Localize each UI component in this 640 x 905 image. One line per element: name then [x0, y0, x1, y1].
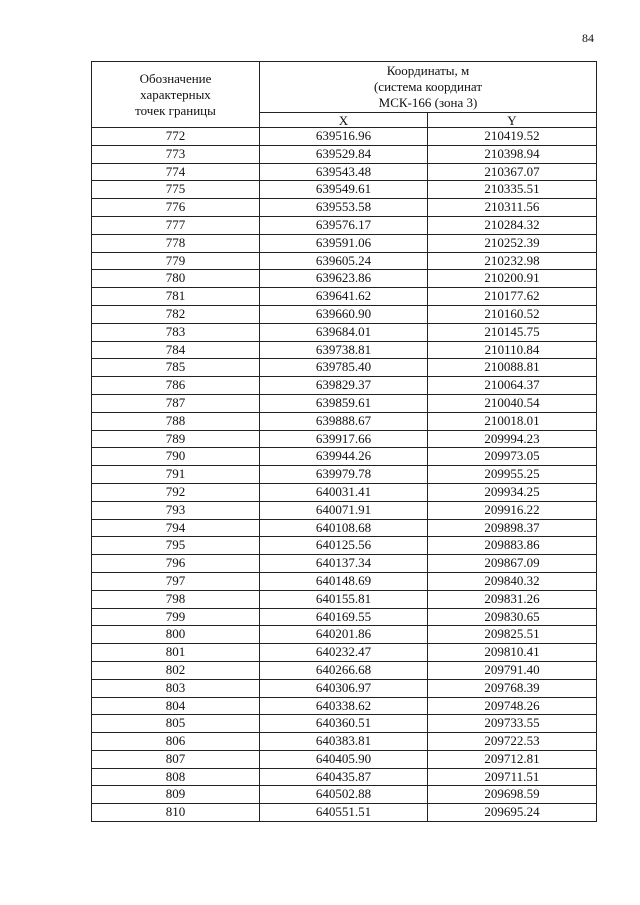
point-id-cell: 799	[92, 608, 260, 626]
y-coordinate-cell: 209934.25	[428, 483, 597, 501]
table-row	[92, 786, 597, 804]
x-coordinate-cell: 640125.56	[260, 537, 428, 555]
table-row	[92, 715, 597, 733]
x-coordinate-cell: 639917.66	[260, 430, 428, 448]
y-coordinate-cell: 209825.51	[428, 626, 597, 644]
point-id-cell: 790	[92, 448, 260, 466]
point-id-cell: 786	[92, 377, 260, 395]
y-coordinate-cell: 209830.65	[428, 608, 597, 626]
point-id-cell: 781	[92, 288, 260, 306]
table-row	[92, 323, 597, 341]
table-row	[92, 305, 597, 323]
table-row	[92, 572, 597, 590]
table-row	[92, 288, 597, 306]
table-row	[92, 394, 597, 412]
y-coordinate-cell: 210419.52	[428, 128, 597, 146]
point-id-cell: 773	[92, 145, 260, 163]
x-coordinate-cell: 639944.26	[260, 448, 428, 466]
x-coordinate-cell: 639641.62	[260, 288, 428, 306]
x-coordinate-cell: 639591.06	[260, 234, 428, 252]
x-coordinate-cell: 640108.68	[260, 519, 428, 537]
point-id-cell: 802	[92, 661, 260, 679]
y-coordinate-cell: 209973.05	[428, 448, 597, 466]
y-coordinate-cell: 209748.26	[428, 697, 597, 715]
x-coordinate-cell: 640137.34	[260, 555, 428, 573]
x-coordinate-cell: 640405.90	[260, 750, 428, 768]
x-coordinate-cell: 639605.24	[260, 252, 428, 270]
y-coordinate-cell: 209994.23	[428, 430, 597, 448]
table-body	[92, 128, 597, 822]
y-coordinate-cell: 209831.26	[428, 590, 597, 608]
point-id-cell: 778	[92, 234, 260, 252]
table-row	[92, 359, 597, 377]
table-row	[92, 234, 597, 252]
x-coordinate-cell: 640306.97	[260, 679, 428, 697]
y-coordinate-cell: 209695.24	[428, 804, 597, 822]
point-id-cell: 776	[92, 199, 260, 217]
x-coordinate-cell: 640169.55	[260, 608, 428, 626]
table-row	[92, 804, 597, 822]
table-row	[92, 626, 597, 644]
table-row	[92, 483, 597, 501]
point-id-cell: 806	[92, 733, 260, 751]
point-id-cell: 777	[92, 216, 260, 234]
y-coordinate-cell: 210145.75	[428, 323, 597, 341]
point-id-cell: 792	[92, 483, 260, 501]
point-id-cell: 810	[92, 804, 260, 822]
x-column-header: X	[260, 113, 428, 128]
table-row	[92, 163, 597, 181]
y-coordinate-cell: 210398.94	[428, 145, 597, 163]
y-coordinate-cell: 209722.53	[428, 733, 597, 751]
table-row	[92, 501, 597, 519]
y-coordinate-cell: 209768.39	[428, 679, 597, 697]
x-coordinate-cell: 640155.81	[260, 590, 428, 608]
table-row	[92, 590, 597, 608]
y-coordinate-cell: 210040.54	[428, 394, 597, 412]
y-column-header: Y	[428, 113, 597, 128]
table-row	[92, 181, 597, 199]
x-coordinate-cell: 640360.51	[260, 715, 428, 733]
point-id-cell: 772	[92, 128, 260, 146]
x-coordinate-cell: 639738.81	[260, 341, 428, 359]
table-row	[92, 448, 597, 466]
y-coordinate-cell: 209867.09	[428, 555, 597, 573]
y-coordinate-cell: 209955.25	[428, 466, 597, 484]
point-id-cell: 809	[92, 786, 260, 804]
x-coordinate-cell: 640031.41	[260, 483, 428, 501]
point-designation-header	[92, 62, 260, 128]
x-coordinate-cell: 640266.68	[260, 661, 428, 679]
point-id-cell: 791	[92, 466, 260, 484]
x-coordinate-cell: 639859.61	[260, 394, 428, 412]
y-coordinate-cell: 210367.07	[428, 163, 597, 181]
x-coordinate-cell: 639829.37	[260, 377, 428, 395]
y-coordinate-cell: 210110.84	[428, 341, 597, 359]
y-coordinate-cell: 210311.56	[428, 199, 597, 217]
x-coordinate-cell: 640551.51	[260, 804, 428, 822]
y-coordinate-cell: 210177.62	[428, 288, 597, 306]
y-coordinate-cell: 210335.51	[428, 181, 597, 199]
x-coordinate-cell: 640383.81	[260, 733, 428, 751]
x-coordinate-cell: 639785.40	[260, 359, 428, 377]
x-coordinate-cell: 639979.78	[260, 466, 428, 484]
y-coordinate-cell: 210232.98	[428, 252, 597, 270]
coordinates-table	[91, 61, 597, 822]
point-id-cell: 796	[92, 555, 260, 573]
table-row	[92, 679, 597, 697]
point-id-cell: 797	[92, 572, 260, 590]
point-id-cell: 804	[92, 697, 260, 715]
point-id-cell: 803	[92, 679, 260, 697]
x-coordinate-cell: 640148.69	[260, 572, 428, 590]
y-coordinate-cell: 209698.59	[428, 786, 597, 804]
x-coordinate-cell: 639660.90	[260, 305, 428, 323]
point-id-cell: 783	[92, 323, 260, 341]
point-id-cell: 780	[92, 270, 260, 288]
point-id-cell: 795	[92, 537, 260, 555]
coordinates-header	[260, 62, 597, 113]
table-row	[92, 644, 597, 662]
point-id-cell: 800	[92, 626, 260, 644]
table-row	[92, 608, 597, 626]
point-id-cell: 782	[92, 305, 260, 323]
table-row	[92, 252, 597, 270]
table-row	[92, 537, 597, 555]
x-coordinate-cell: 640232.47	[260, 644, 428, 662]
table-row	[92, 145, 597, 163]
y-coordinate-cell: 209810.41	[428, 644, 597, 662]
y-coordinate-cell: 210160.52	[428, 305, 597, 323]
table-row	[92, 661, 597, 679]
x-coordinate-cell: 640435.87	[260, 768, 428, 786]
point-id-cell: 794	[92, 519, 260, 537]
table-row	[92, 466, 597, 484]
y-coordinate-cell: 209712.81	[428, 750, 597, 768]
point-id-cell: 787	[92, 394, 260, 412]
x-coordinate-cell: 639529.84	[260, 145, 428, 163]
x-coordinate-cell: 639576.17	[260, 216, 428, 234]
y-coordinate-cell: 210200.91	[428, 270, 597, 288]
x-coordinate-cell: 640338.62	[260, 697, 428, 715]
y-coordinate-cell: 209733.55	[428, 715, 597, 733]
point-id-cell: 785	[92, 359, 260, 377]
y-coordinate-cell: 209711.51	[428, 768, 597, 786]
x-coordinate-cell: 640502.88	[260, 786, 428, 804]
y-coordinate-cell: 209840.32	[428, 572, 597, 590]
table-row	[92, 697, 597, 715]
point-id-cell: 775	[92, 181, 260, 199]
point-id-cell: 784	[92, 341, 260, 359]
y-coordinate-cell: 209898.37	[428, 519, 597, 537]
table-row	[92, 270, 597, 288]
coordinates-label: Координаты, м (система координат МСК-166 (зона 3)	[373, 63, 483, 110]
point-id-cell: 805	[92, 715, 260, 733]
header-row	[92, 62, 597, 113]
point-id-cell: 801	[92, 644, 260, 662]
point-id-cell: 807	[92, 750, 260, 768]
table-row	[92, 412, 597, 430]
table-row	[92, 128, 597, 146]
y-coordinate-cell: 210018.01	[428, 412, 597, 430]
table-row	[92, 430, 597, 448]
y-coordinate-cell: 209883.86	[428, 537, 597, 555]
x-coordinate-cell: 639684.01	[260, 323, 428, 341]
table-row	[92, 750, 597, 768]
point-id-cell: 779	[92, 252, 260, 270]
point-id-cell: 793	[92, 501, 260, 519]
y-coordinate-cell: 210284.32	[428, 216, 597, 234]
x-coordinate-cell: 640201.86	[260, 626, 428, 644]
y-coordinate-cell: 209791.40	[428, 661, 597, 679]
table-row	[92, 519, 597, 537]
x-coordinate-cell: 639623.86	[260, 270, 428, 288]
x-coordinate-cell: 639888.67	[260, 412, 428, 430]
table-row	[92, 768, 597, 786]
point-designation-label: Обозначение характерных точек границы	[135, 70, 216, 118]
table-row	[92, 555, 597, 573]
y-coordinate-cell: 210252.39	[428, 234, 597, 252]
x-coordinate-cell: 639516.96	[260, 128, 428, 146]
point-id-cell: 798	[92, 590, 260, 608]
table-row	[92, 199, 597, 217]
y-coordinate-cell: 210088.81	[428, 359, 597, 377]
table-row	[92, 377, 597, 395]
point-id-cell: 774	[92, 163, 260, 181]
point-id-cell: 788	[92, 412, 260, 430]
x-coordinate-cell: 639543.48	[260, 163, 428, 181]
table-row	[92, 216, 597, 234]
page-number: 84	[582, 31, 594, 45]
x-coordinate-cell: 639553.58	[260, 199, 428, 217]
table-row	[92, 733, 597, 751]
point-id-cell: 808	[92, 768, 260, 786]
point-id-cell: 789	[92, 430, 260, 448]
y-coordinate-cell: 209916.22	[428, 501, 597, 519]
x-coordinate-cell: 640071.91	[260, 501, 428, 519]
y-coordinate-cell: 210064.37	[428, 377, 597, 395]
table-row	[92, 341, 597, 359]
x-coordinate-cell: 639549.61	[260, 181, 428, 199]
